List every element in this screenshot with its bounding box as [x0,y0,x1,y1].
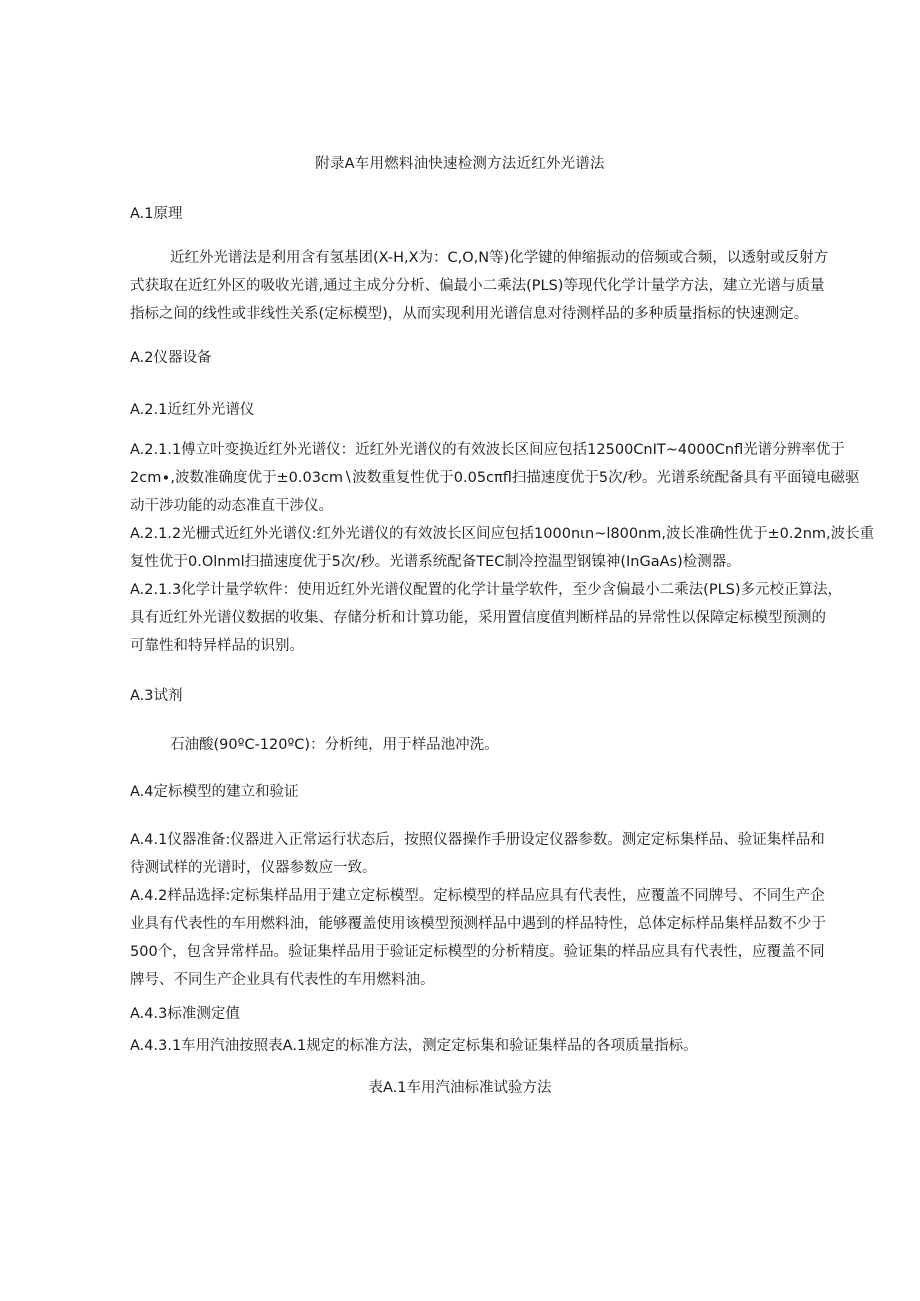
text-line: 牌号、不同生产企业具有代表性的车用燃料油。 [130,972,435,988]
text-line: 石油酸(90ºC-120ºC)：分析纯，用于样品池冲洗。 [170,737,499,753]
text-line: 具有近红外光谱仪数据的收集、存储分析和计算功能，采用置信度值判断样品的异常性以保障定标模型预测的 [130,610,826,626]
table-caption: 表A.1车用汽油标准试验方法 [368,1080,552,1096]
text-line: 指标之间的线性或非线性关系(定标模型)，从而实现利用光谱信息对待测样品的多种质量指标的快速测定。 [130,306,809,322]
section-a213-paragraph [130,576,843,660]
text-line: 复性优于0.Olnml扫描速度优于5次/秒。光谱系统配备TEC制冷控温型钢镍神(InGaAs)检测器。 [130,554,741,570]
text-line: A.2.1.3化学计量学软件：使用近红外光谱仪配置的化学计量学软件，至少含偏最小二乘法(PLS)多元校正算法， [130,582,843,598]
text-line: 2cm∙,波数准确度优于±0.03cm∖波数重复性优于0.05cπfl扫描速度优于5次/秒。光谱系统配备具有平面镜电磁驱 [130,470,860,486]
text-line: A.4.2样品选择:定标集样品用于建立定标模型。定标模型的样品应具有代表性，应覆盖不同牌号、不同生产企 [130,888,825,904]
text-line: 500个，包含异常样品。验证集样品用于验证定标模型的分析精度。验证集的样品应具有代表性，应覆盖不同 [130,944,825,960]
text-line: A.4.3.1车用汽油按照表A.1规定的标准方法，测定定标集和验证集样品的各项质量指标。 [130,1038,698,1054]
section-a212-paragraph [130,520,875,576]
section-a1-paragraph [170,244,829,272]
text-line: 动干涉功能的动态准直干涉仪。 [130,498,333,514]
appendix-title: 附录A车用燃料油快速检测方法近红外光谱法 [315,156,605,172]
section-a4-heading: A.4定标模型的建立和验证 [130,784,299,800]
text-line: 业具有代表性的车用燃料油，能够覆盖使用该模型预测样品中遇到的样品特性，总体定标样品集样品数不少于 [130,916,826,932]
section-a2-heading: A.2仪器设备 [130,350,212,366]
text-line: A.4.1仪器准备:仪器进入正常运行状态后，按照仪器操作手册设定仪器参数。测定定标集样品、验证集样品和 [130,832,825,848]
section-a43-heading: A.4.3标准测定值 [130,1006,240,1022]
text-line: A.2.1.2光栅式近红外光谱仪:红外光谱仪的有效波长区间应包括1000nιn~l800nm,波长准确性优于±0.2nm,波长重 [130,526,875,542]
text-line: 近红外光谱法是利用含有氢基团(X-H,X为：C,O,N等)化学键的伸缩振动的倍频或合频，以透射或反射方 [170,250,829,266]
section-a3-paragraph [170,731,820,759]
section-a42-paragraph [130,882,826,994]
text-line: A.2.1.1傅立叶变换近红外光谱仪：近红外光谱仪的有效波长区间应包括12500CnIT~4000Cnfl光谱分辨率优于 [130,442,845,458]
section-a21-heading: A.2.1近红外光谱仪 [130,402,255,418]
text-line: 可靠性和特异样品的识别。 [130,638,304,654]
section-a211-paragraph [130,436,860,520]
section-a1-heading: A.1原理 [130,206,183,222]
section-a1-paragraph-cont [130,272,825,328]
section-a41-paragraph [130,826,825,882]
section-a3-heading: A.3试剂 [130,688,183,704]
text-line: 式获取在近红外区的吸收光谱,通过主成分分析、偏最小二乘法(PLS)等现代化学计量学方法，建立光谱与质量 [130,278,825,294]
text-line: 待测试样的光谱时，仪器参数应一致。 [130,860,377,876]
section-a431-paragraph [130,1032,780,1060]
